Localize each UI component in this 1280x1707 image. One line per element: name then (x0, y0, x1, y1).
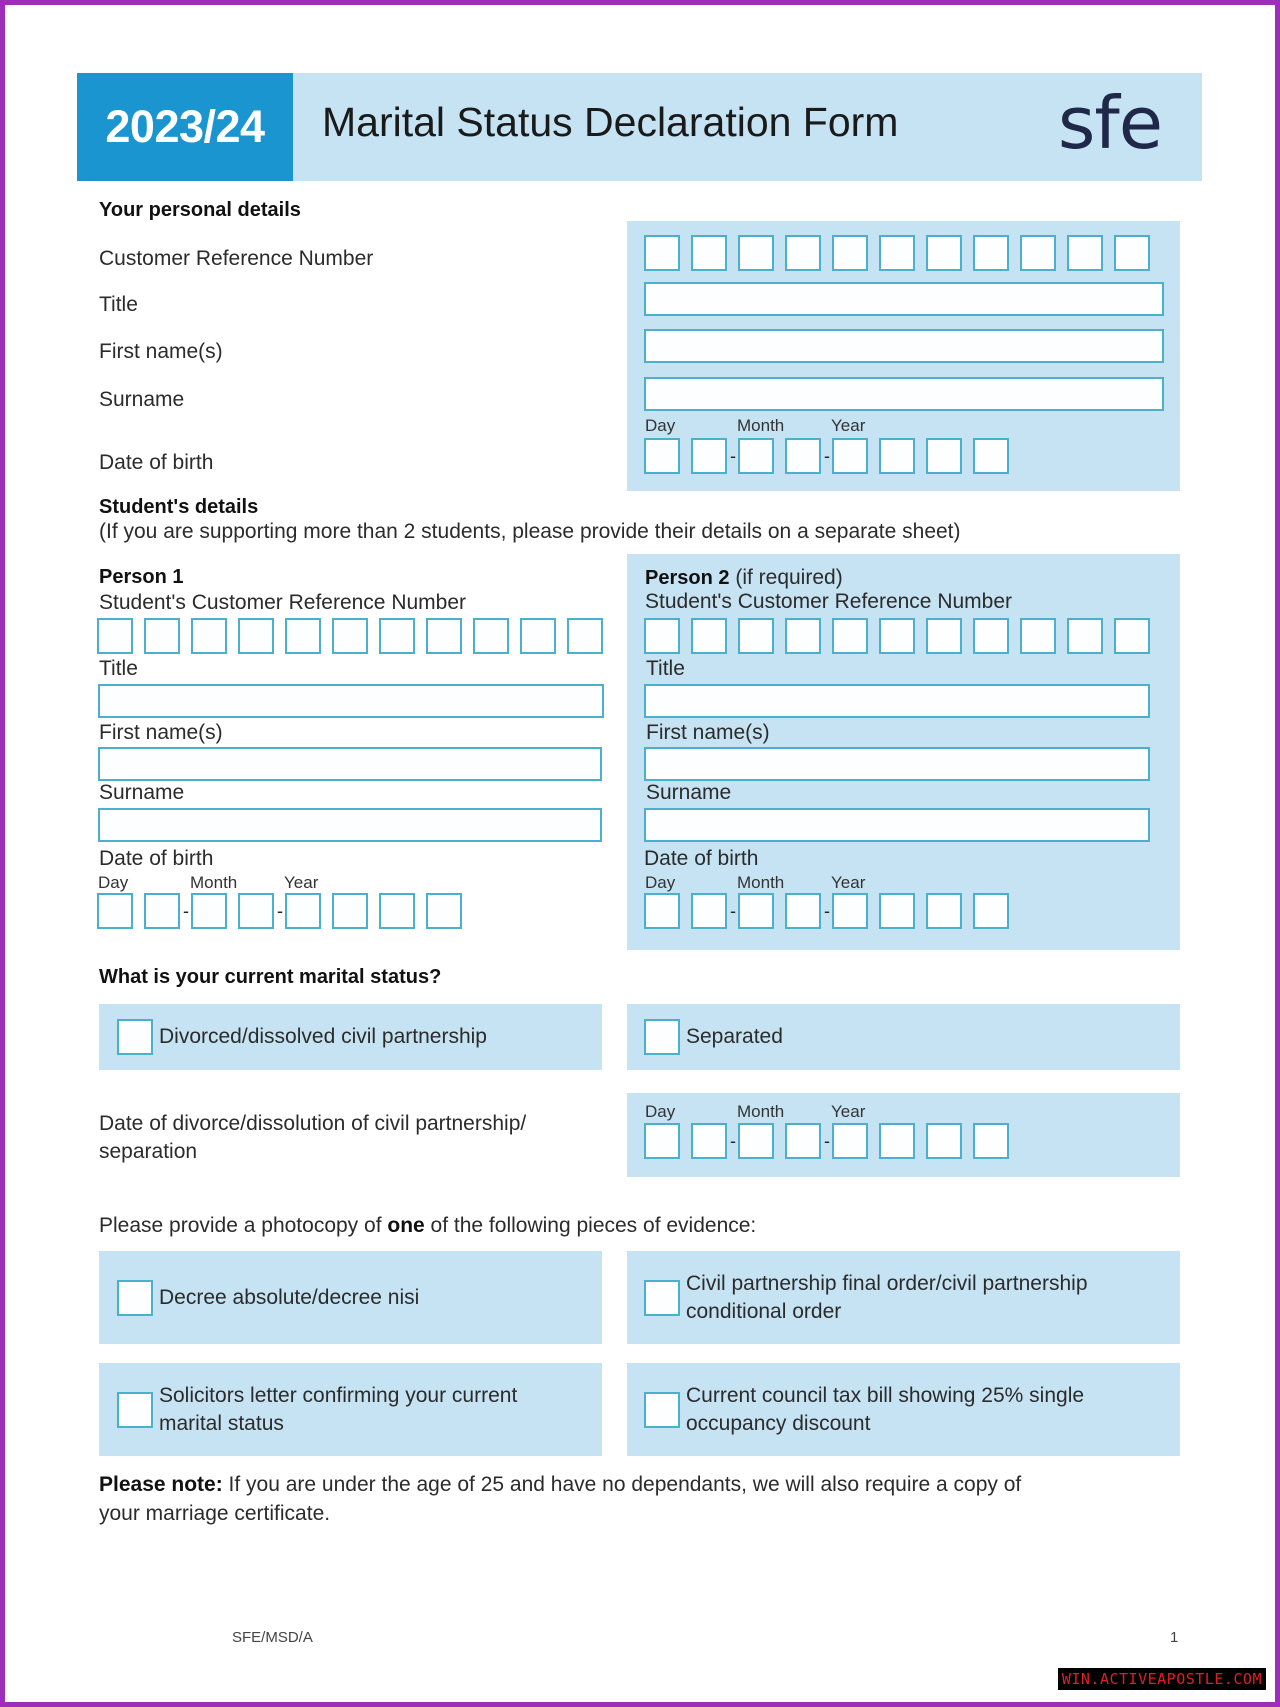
crn-digit-box[interactable] (785, 618, 821, 654)
person2-dob-label: Date of birth (644, 847, 759, 870)
divorce-date-panel (627, 1093, 1180, 1177)
crn-digit-box[interactable] (473, 618, 509, 654)
evidence-intro (99, 1214, 756, 1238)
crn-digit-box[interactable] (1067, 235, 1103, 271)
civil-order-checkbox[interactable] (644, 1280, 680, 1316)
divorced-label: Divorced/dissolved civil partnership (159, 1025, 487, 1048)
person2-crn-input[interactable] (644, 618, 1150, 654)
crn-digit-box[interactable] (644, 618, 680, 654)
crn-digit-box[interactable] (832, 235, 868, 271)
decree-checkbox[interactable] (117, 1280, 153, 1316)
evidence-intro-before: Please provide a photocopy of (99, 1214, 388, 1237)
option-divorced[interactable] (99, 1004, 602, 1070)
crn-digit-box[interactable] (97, 618, 133, 654)
page-number: 1 (1170, 1629, 1179, 1646)
dob-label: Date of birth (99, 451, 214, 474)
crn-digit-box[interactable] (567, 618, 603, 654)
crn-digit-box[interactable] (1114, 235, 1150, 271)
person2-title-field[interactable] (644, 684, 1150, 718)
person1-title-label: Title (99, 657, 138, 680)
evidence-intro-bold: one (387, 1214, 425, 1237)
crn-digit-box[interactable] (973, 618, 1009, 654)
year-digit-box[interactable] (832, 893, 868, 929)
crn-digit-box[interactable] (1114, 618, 1150, 654)
crn-digit-box[interactable] (332, 618, 368, 654)
month-digit-box[interactable] (738, 1123, 774, 1159)
person1-first-name-label: First name(s) (99, 721, 223, 744)
person1-crn-input[interactable] (97, 618, 603, 654)
person2-panel (627, 554, 1180, 950)
council-tax-label-line1: Current council tax bill showing 25% single (686, 1383, 1085, 1407)
crn-digit-box[interactable] (738, 618, 774, 654)
month-digit-box[interactable] (191, 893, 227, 929)
crn-digit-box[interactable] (1020, 618, 1056, 654)
day-digit-box[interactable] (644, 1123, 680, 1159)
crn-digit-box[interactable] (426, 618, 462, 654)
month-digit-box[interactable] (785, 1123, 821, 1159)
evidence-option-solicitor[interactable] (99, 1363, 602, 1456)
surname-label: Surname (99, 388, 185, 411)
evidence-option-civil-order[interactable] (627, 1251, 1180, 1344)
day-digit-box[interactable] (691, 438, 727, 474)
person1-crn-label: Student's Customer Reference Number (99, 591, 467, 614)
month-digit-box[interactable] (785, 893, 821, 929)
year-digit-box[interactable] (832, 1123, 868, 1159)
day-label: Day (645, 873, 676, 892)
crn-digit-box[interactable] (785, 235, 821, 271)
year-digit-box[interactable] (879, 1123, 915, 1159)
evidence-option-decree[interactable] (99, 1251, 602, 1344)
year-digit-box[interactable] (832, 438, 868, 474)
option-separated[interactable] (627, 1004, 1180, 1070)
please-note-text2: your marriage certificate. (99, 1502, 331, 1525)
solicitor-checkbox[interactable] (117, 1392, 153, 1428)
month-label: Month (737, 1102, 785, 1121)
person2-title-label: Title (646, 657, 685, 680)
year-label: Year (284, 873, 319, 892)
crn-digit-box[interactable] (691, 618, 727, 654)
crn-digit-box[interactable] (644, 235, 680, 271)
day-digit-box[interactable] (97, 893, 133, 929)
year-digit-box[interactable] (926, 1123, 962, 1159)
civil-order-label-line1: Civil partnership final order/civil partnership (686, 1271, 1088, 1295)
dob-input[interactable]: - - (644, 438, 1020, 474)
crn-input[interactable] (644, 235, 1150, 271)
please-note-bold: Please note: (99, 1473, 223, 1496)
crn-digit-box[interactable] (1067, 618, 1103, 654)
day-digit-box[interactable] (691, 1123, 727, 1159)
month-digit-box[interactable] (738, 893, 774, 929)
crn-digit-box[interactable] (926, 618, 962, 654)
month-digit-box[interactable] (785, 438, 821, 474)
form-header (77, 73, 1202, 181)
person2-surname-label: Surname (646, 781, 732, 804)
divorce-date-label-line2: separation (99, 1140, 198, 1163)
year-label: Year (831, 416, 866, 435)
person2-crn-label: Student's Customer Reference Number (645, 590, 1013, 613)
crn-digit-box[interactable] (1020, 235, 1056, 271)
crn-digit-box[interactable] (879, 235, 915, 271)
day-label: Day (645, 1102, 676, 1121)
marital-status-question: What is your current marital status? (99, 966, 442, 988)
solicitor-label (159, 1382, 517, 1438)
person2-surname-field[interactable] (644, 808, 1150, 842)
year-digit-box[interactable] (879, 438, 915, 474)
title-field[interactable] (644, 282, 1164, 316)
solicitor-label-line2: marital status (159, 1411, 284, 1435)
please-note (99, 1470, 1021, 1528)
crn-digit-box[interactable] (832, 618, 868, 654)
year-digit-box[interactable] (332, 893, 368, 929)
crn-digit-box[interactable] (520, 618, 556, 654)
crn-digit-box[interactable] (738, 235, 774, 271)
month-digit-box[interactable] (238, 893, 274, 929)
day-label: Day (645, 416, 676, 435)
please-note-text: If you are under the age of 25 and have no dependants, we will also require a copy of (222, 1473, 1022, 1496)
students-heading: Student's details (99, 496, 259, 518)
civil-order-label-line2: conditional order (686, 1299, 842, 1323)
month-label: Month (737, 873, 785, 892)
crn-digit-box[interactable] (191, 618, 227, 654)
council-tax-label-line2: occupancy discount (686, 1411, 871, 1435)
council-tax-label (686, 1382, 1084, 1438)
day-digit-box[interactable] (644, 893, 680, 929)
form-title: Marital Status Declaration Form (322, 99, 899, 145)
year-digit-box[interactable] (973, 438, 1009, 474)
watermark: WIN.ACTIVEAPOSTLE.COM (1058, 1668, 1266, 1690)
year-digit-box[interactable] (973, 1123, 1009, 1159)
month-label: Month (190, 873, 238, 892)
divorce-date-input[interactable]: - - (644, 1123, 1020, 1159)
evidence-intro-after: of the following pieces of evidence: (424, 1214, 757, 1237)
separated-label: Separated (686, 1025, 783, 1048)
divorce-date-label (99, 1110, 526, 1166)
personal-details-panel (627, 221, 1180, 491)
crn-digit-box[interactable] (379, 618, 415, 654)
day-label: Day (98, 873, 129, 892)
month-digit-box[interactable] (738, 438, 774, 474)
form-code: SFE/MSD/A (232, 1629, 313, 1646)
evidence-option-council-tax[interactable] (627, 1363, 1180, 1456)
day-digit-box[interactable] (144, 893, 180, 929)
year-digit-box[interactable] (879, 893, 915, 929)
crn-digit-box[interactable] (973, 235, 1009, 271)
person1-title-field[interactable] (98, 684, 604, 718)
crn-digit-box[interactable] (879, 618, 915, 654)
person1-heading: Person 1 (99, 566, 184, 588)
year-digit-box[interactable] (426, 893, 462, 929)
year-digit-box[interactable] (973, 893, 1009, 929)
person2-first-name-field[interactable] (644, 747, 1150, 781)
person2-heading-line (645, 566, 843, 590)
personal-details-heading: Your personal details (99, 199, 301, 221)
surname-field[interactable] (644, 377, 1164, 411)
year-label: Year (831, 873, 866, 892)
year-badge: 2023/24 (77, 73, 293, 181)
year-digit-box[interactable] (926, 438, 962, 474)
solicitor-label-line1: Solicitors letter confirming your current (159, 1383, 518, 1407)
title-label: Title (99, 293, 138, 316)
crn-digit-box[interactable] (285, 618, 321, 654)
year-digit-box[interactable] (285, 893, 321, 929)
divorce-date-label-line1: Date of divorce/dissolution of civil partnership/ (99, 1112, 527, 1135)
person1-surname-label: Surname (99, 781, 185, 804)
person1-first-name-field[interactable] (98, 747, 602, 781)
person2-first-name-label: First name(s) (646, 721, 770, 744)
year-digit-box[interactable] (379, 893, 415, 929)
first-name-field[interactable] (644, 329, 1164, 363)
day-digit-box[interactable] (691, 893, 727, 929)
crn-digit-box[interactable] (691, 235, 727, 271)
civil-order-label (686, 1270, 1088, 1326)
person2-heading: Person 2 (645, 567, 730, 589)
month-label: Month (737, 416, 785, 435)
year-digit-box[interactable] (926, 893, 962, 929)
year-label: Year (831, 1102, 866, 1121)
divorced-checkbox[interactable] (117, 1019, 153, 1055)
crn-digit-box[interactable] (926, 235, 962, 271)
day-digit-box[interactable] (644, 438, 680, 474)
person1-surname-field[interactable] (98, 808, 602, 842)
person2-heading-note: (if required) (735, 566, 843, 589)
person1-dob-input[interactable]: - - (97, 893, 473, 929)
crn-digit-box[interactable] (144, 618, 180, 654)
crn-digit-box[interactable] (238, 618, 274, 654)
person1-dob-label: Date of birth (99, 847, 214, 870)
sfe-logo: sfe (1057, 81, 1162, 165)
council-tax-checkbox[interactable] (644, 1392, 680, 1428)
first-name-label: First name(s) (99, 340, 223, 363)
decree-label: Decree absolute/decree nisi (159, 1285, 420, 1309)
crn-label: Customer Reference Number (99, 247, 374, 270)
students-subheading: (If you are supporting more than 2 students, please provide their details on a separate sheet) (99, 520, 961, 543)
separated-checkbox[interactable] (644, 1019, 680, 1055)
person2-dob-input[interactable]: - - (644, 893, 1020, 929)
